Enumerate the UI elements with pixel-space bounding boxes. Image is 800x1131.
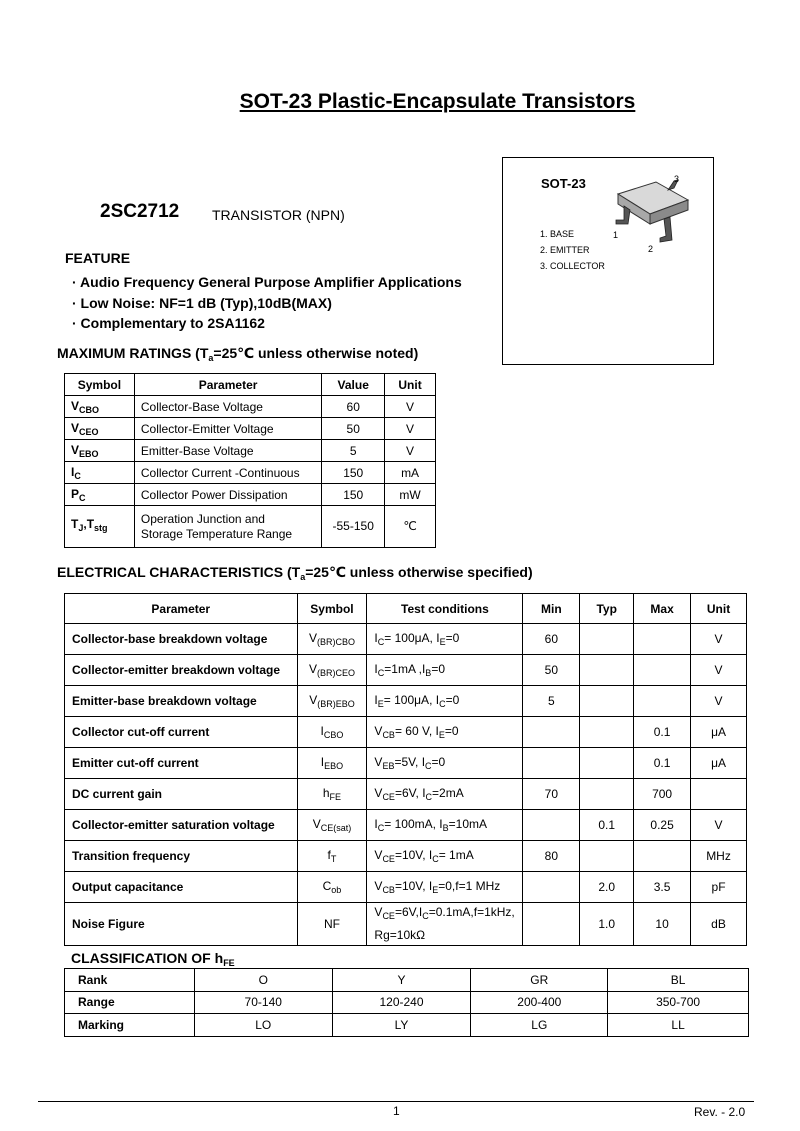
typ-cell: [580, 841, 634, 872]
symbol-cell: $f_T$: [297, 841, 367, 872]
symbol-cell: $I_C$: [65, 462, 135, 484]
typ-cell: [580, 779, 634, 810]
table-row: [65, 506, 436, 548]
test-condition-cell: $V_{CB}=10V$, $I_E=0,f=1$ MHz: [367, 872, 523, 903]
typ-cell: [580, 624, 634, 655]
pin-label: 1. BASE: [540, 229, 575, 239]
table-row: [65, 655, 747, 686]
min-cell: [523, 717, 580, 748]
value-cell: 120-240: [332, 991, 471, 1014]
min-cell: [523, 903, 580, 946]
typ-cell: 2.0: [580, 872, 634, 903]
value-cell: LO: [194, 1014, 332, 1037]
unit-cell: MHz: [691, 841, 747, 872]
symbol-cell: $C_{ob}$: [297, 872, 367, 903]
symbol-cell: $P_C$: [65, 484, 135, 506]
symbol-cell: $V_{CE(sat)}$: [297, 810, 367, 841]
table-row: [65, 440, 436, 462]
max-cell: [634, 655, 691, 686]
parameter-cell: Collector Current -Continuous: [134, 462, 321, 484]
value-cell: 50: [322, 418, 385, 440]
table-row: [65, 1014, 749, 1037]
value-cell: -55-150: [322, 506, 385, 548]
parameter-cell: Emitter-Base Voltage: [134, 440, 321, 462]
test-condition-cell: $V_{CE}=6V,I_C=0.1mA,f=1kHz$, Rg=10kΩ: [367, 903, 523, 946]
min-cell: 50: [523, 655, 580, 686]
table-row: [65, 779, 747, 810]
feature-heading: FEATURE: [65, 250, 131, 266]
package-name: SOT-23: [541, 176, 586, 191]
parameter-cell: Collector-base breakdown voltage: [65, 624, 298, 655]
parameter-cell: Output capacitance: [65, 872, 298, 903]
electrical-heading: ELECTRICAL CHARACTERISTICS ($T_a=25℃$ unless otherwise specified): [57, 564, 533, 582]
min-cell: 70: [523, 779, 580, 810]
max-ratings-table: [64, 373, 436, 548]
pin-label: 3. COLLECTOR: [540, 261, 605, 271]
min-cell: [523, 810, 580, 841]
row-label-cell: Rank: [65, 969, 195, 992]
classification-heading: CLASSIFICATION OF $h_{FE}$: [71, 950, 235, 968]
unit-cell: V: [691, 624, 747, 655]
electrical-characteristics-table: [64, 593, 747, 946]
row-label-cell: Range: [65, 991, 195, 1014]
max-cell: 0.1: [634, 748, 691, 779]
value-cell: Y: [332, 969, 471, 992]
parameter-cell: Operation Junction and Storage Temperature Range: [134, 506, 321, 548]
classification-table: [64, 968, 749, 1037]
max-cell: 0.1: [634, 717, 691, 748]
value-cell: O: [194, 969, 332, 992]
parameter-cell: Emitter cut-off current: [65, 748, 298, 779]
value-cell: LG: [471, 1014, 608, 1037]
typ-cell: 0.1: [580, 810, 634, 841]
unit-cell: μA: [691, 748, 747, 779]
typ-cell: [580, 748, 634, 779]
unit-cell: V: [385, 440, 436, 462]
table-row: [65, 969, 749, 992]
pin-number: 1: [613, 230, 619, 240]
parameter-cell: Transition frequency: [65, 841, 298, 872]
column-header: Symbol: [65, 374, 135, 396]
symbol-cell: $V_{CEO}$: [65, 418, 135, 440]
page-number: 1: [393, 1104, 400, 1118]
column-header: Value: [322, 374, 385, 396]
table-row: [65, 686, 747, 717]
test-condition-cell: $I_E= 100\mu A$, $I_C=0$: [367, 686, 523, 717]
value-cell: 200-400: [471, 991, 608, 1014]
symbol-cell: $I_{CBO}$: [297, 717, 367, 748]
parameter-cell: Collector cut-off current: [65, 717, 298, 748]
symbol-cell: $h_{FE}$: [297, 779, 367, 810]
unit-cell: [691, 779, 747, 810]
table-row: [65, 748, 747, 779]
column-header: Typ: [580, 594, 634, 624]
unit-cell: ℃: [385, 506, 436, 548]
min-cell: [523, 872, 580, 903]
unit-cell: μA: [691, 717, 747, 748]
max-cell: [634, 841, 691, 872]
revision-label: Rev. - 2.0: [694, 1105, 746, 1119]
table-header-row: [65, 594, 747, 624]
max-cell: 3.5: [634, 872, 691, 903]
unit-cell: mW: [385, 484, 436, 506]
min-cell: 60: [523, 624, 580, 655]
table-row: [65, 872, 747, 903]
feature-item: · Complementary to 2SA1162: [72, 315, 265, 331]
unit-cell: V: [691, 655, 747, 686]
parameter-cell: Collector-Base Voltage: [134, 396, 321, 418]
column-header: Max: [634, 594, 691, 624]
symbol-cell: $T_J,T_{stg}$: [65, 506, 135, 548]
test-condition-cell: $V_{CB}= 60$ V, $I_E=0$: [367, 717, 523, 748]
symbol-cell: NF: [297, 903, 367, 946]
value-cell: 60: [322, 396, 385, 418]
max-cell: 0.25: [634, 810, 691, 841]
pin-label: 2. EMITTER: [540, 245, 590, 255]
table-header-row: [65, 374, 436, 396]
max-cell: [634, 624, 691, 655]
feature-item: · Low Noise: NF=1 dB (Typ),10dB(MAX): [72, 294, 332, 311]
test-condition-cell: $V_{CE}=6V$, $I_C=2mA$: [367, 779, 523, 810]
footer-divider: [38, 1101, 754, 1102]
min-cell: 5: [523, 686, 580, 717]
part-description: TRANSISTOR (NPN): [212, 207, 345, 223]
max-cell: 10: [634, 903, 691, 946]
symbol-cell: $V_{(BR)CEO}$: [297, 655, 367, 686]
table-row: [65, 717, 747, 748]
unit-cell: mA: [385, 462, 436, 484]
table-row: [65, 903, 747, 946]
test-condition-cell: $I_C= 100\mu A$, $I_E=0$: [367, 624, 523, 655]
max-cell: 700: [634, 779, 691, 810]
value-cell: LL: [608, 1014, 749, 1037]
unit-cell: V: [385, 396, 436, 418]
table-row: [65, 418, 436, 440]
column-header: Parameter: [134, 374, 321, 396]
test-condition-cell: $V_{CE}=10V$, $I_C= 1mA$: [367, 841, 523, 872]
typ-cell: [580, 655, 634, 686]
parameter-cell: Collector Power Dissipation: [134, 484, 321, 506]
parameter-cell: Collector-emitter breakdown voltage: [65, 655, 298, 686]
min-cell: [523, 748, 580, 779]
unit-cell: dB: [691, 903, 747, 946]
value-cell: 150: [322, 462, 385, 484]
package-box: [502, 157, 714, 365]
column-header: Unit: [385, 374, 436, 396]
parameter-cell: Emitter-base breakdown voltage: [65, 686, 298, 717]
parameter-cell: Collector-Emitter Voltage: [134, 418, 321, 440]
table-row: [65, 841, 747, 872]
value-cell: LY: [332, 1014, 471, 1037]
test-condition-cell: $I_C= 100mA$, $I_B=10mA$: [367, 810, 523, 841]
unit-cell: V: [385, 418, 436, 440]
table-row: [65, 462, 436, 484]
test-condition-cell: $V_{EB}=5V$, $I_C=0$: [367, 748, 523, 779]
unit-cell: V: [691, 686, 747, 717]
column-header: Parameter: [65, 594, 298, 624]
table-row: [65, 484, 436, 506]
symbol-cell: $I_{EBO}$: [297, 748, 367, 779]
unit-cell: pF: [691, 872, 747, 903]
column-header: Unit: [691, 594, 747, 624]
symbol-cell: $V_{EBO}$: [65, 440, 135, 462]
pin-number: 2: [648, 244, 654, 254]
feature-item: · Audio Frequency General Purpose Amplifier Applications: [72, 274, 462, 290]
table-row: [65, 396, 436, 418]
unit-cell: V: [691, 810, 747, 841]
parameter-cell: DC current gain: [65, 779, 298, 810]
value-cell: 70-140: [194, 991, 332, 1014]
typ-cell: [580, 686, 634, 717]
max-ratings-heading: MAXIMUM RATINGS ($T_a=25℃$ unless otherwise noted): [57, 345, 419, 363]
sot23-package-image: [608, 170, 703, 265]
column-header: Test conditions: [367, 594, 523, 624]
feature-list: [72, 272, 462, 334]
typ-cell: 1.0: [580, 903, 634, 946]
symbol-cell: $V_{CBO}$: [65, 396, 135, 418]
value-cell: 350-700: [608, 991, 749, 1014]
document-title: SOT-23 Plastic-Encapsulate Transistors: [239, 90, 636, 113]
symbol-cell: $V_{(BR)EBO}$: [297, 686, 367, 717]
value-cell: 150: [322, 484, 385, 506]
column-header: Min: [523, 594, 580, 624]
table-row: [65, 991, 749, 1014]
test-condition-cell: $I_C=1mA$ $,I_B=0$: [367, 655, 523, 686]
part-number: 2SC2712: [100, 201, 180, 222]
column-header: Symbol: [297, 594, 367, 624]
table-row: [65, 624, 747, 655]
max-cell: [634, 686, 691, 717]
row-label-cell: Marking: [65, 1014, 195, 1037]
parameter-cell: Collector-emitter saturation voltage: [65, 810, 298, 841]
pin-number: 3: [674, 174, 680, 184]
value-cell: GR: [471, 969, 608, 992]
value-cell: 5: [322, 440, 385, 462]
package-pin-list: [540, 226, 605, 274]
typ-cell: [580, 717, 634, 748]
symbol-cell: $V_{(BR)CBO}$: [297, 624, 367, 655]
min-cell: 80: [523, 841, 580, 872]
parameter-cell: Noise Figure: [65, 903, 298, 946]
value-cell: BL: [608, 969, 749, 992]
table-row: [65, 810, 747, 841]
